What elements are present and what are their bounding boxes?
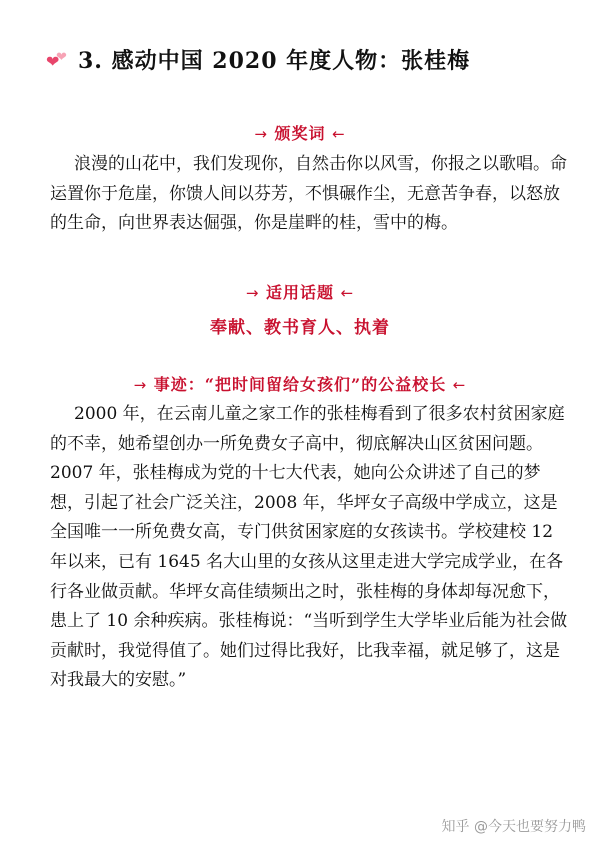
watermark: 知乎 @今天也要努力鸭 bbox=[441, 819, 586, 835]
arrow-left-icon: ← bbox=[452, 376, 467, 394]
arrow-right-icon: → bbox=[254, 125, 268, 143]
award-paragraph: 浪漫的山花中，我们发现你，自然击你以风雪，你报之以歌唱。命运置你于危崖，你馈人间以芬芳，不惧碾作尘，无意苦争春，以怒放的生命，向世界表达倔强，你是崖畔的桂，雪中的梅。 bbox=[50, 154, 567, 234]
award-heading-text: 颁奖词 bbox=[274, 124, 326, 143]
story-heading-text: 事迹：“把时间留给女孩们”的公益校长 bbox=[153, 375, 447, 394]
story-paragraph: 2000 年，在云南儿童之家工作的张桂梅看到了很多农村贫困家庭的不幸，她希望创办一所免费女子高中，彻底解决山区贫困问题。2007 年，张桂梅成为党的十七大代表，她向公众讲述了自己的梦想，引起了社会广泛关注，2008 年，华坪女子高级中学成立，这是全国唯一一所免费女高，专门供贫困家庭的女孩读书。学校建校 12 年以来，已有 1645 名大山里的女孩从这里走进大学完成学业，在各行各业做贡献。华坪女高佳绩频出之时，张桂梅的身体却每况愈下，患上了 10 余种疾病。张桂梅说：“当听到学生大学毕业后能为社会做贡献时，我觉得值了。她们过得比我好，比我幸福，就足够了，这是对我最大的安慰。” bbox=[50, 404, 568, 691]
award-heading bbox=[0, 121, 600, 144]
topics-text: 奉献、教书育人、执着 bbox=[210, 318, 390, 338]
arrow-left-icon: ← bbox=[340, 284, 355, 302]
topics-heading-text: 适用话题 bbox=[265, 283, 334, 302]
hearts-icon: ❤ ❤ bbox=[46, 49, 67, 71]
story-heading bbox=[0, 372, 600, 395]
arrow-right-icon: → bbox=[133, 376, 148, 394]
page-title: 3. 感动中国 2020 年度人物：张桂梅 bbox=[78, 48, 471, 74]
topics-heading bbox=[0, 280, 600, 303]
arrow-left-icon: ← bbox=[332, 125, 346, 143]
arrow-right-icon: → bbox=[245, 284, 260, 302]
title-row bbox=[44, 44, 470, 75]
